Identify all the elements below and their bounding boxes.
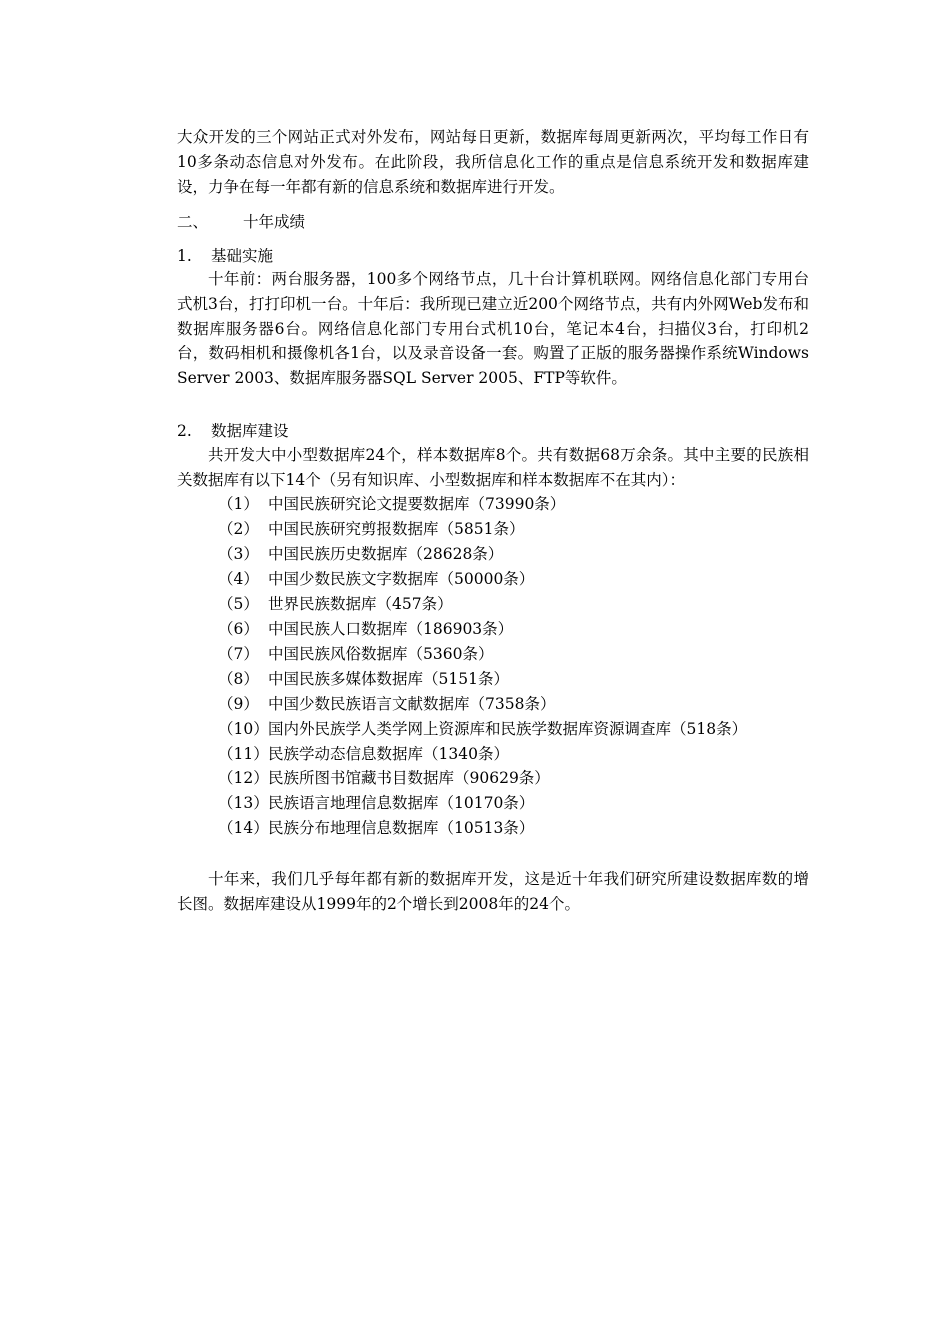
list-item-name: 中国民族多媒体数据库（5151条） [268,670,509,688]
list-item-name: 民族学动态信息数据库（1340条） [268,745,509,763]
list-item [218,617,513,641]
list-item [218,517,524,541]
list-item-name: 中国民族历史数据库（28628条） [268,545,504,563]
infrastructure-paragraph: 十年前：两台服务器，100多个网络节点，几十台计算机联网。网络信息化部门专用台式机3台，打打印机一台。十年后：我所现已建立近200个网络节点，共有内外网Web发布和数据库服务器6台。网络信息化部门专用台式机10台，笔记本4台，扫描仪3台，打印机2台，数码相机和摄像机各1台，以及录音设备一套。购置了正版的服务器操作系统Windows Server 2003、数据库服务器SQL Server 2005、FTP等软件。 [177,270,809,388]
list-item-name: 民族语言地理信息数据库（10170条） [268,794,535,812]
section-title: 十年成绩 [243,213,306,231]
section-heading-ten-year-results [177,210,305,234]
list-item [218,642,493,666]
list-item-name: 中国民族风俗数据库（5360条） [268,645,494,663]
list-item-index: （10） [218,720,269,738]
subsection-heading-infrastructure [177,244,273,268]
list-item-index: （4） [218,570,259,588]
list-item-index: （14） [218,819,269,837]
list-item [218,766,550,790]
list-item-index: （3） [218,545,259,563]
list-item-index: （12） [218,769,269,787]
subsection-title: 数据库建设 [211,422,289,440]
list-item [218,492,565,516]
list-item-index: （2） [218,520,259,538]
list-item [218,692,555,716]
list-item [218,717,747,741]
list-item-index: （9） [218,695,259,713]
intro-paragraph: 大众开发的三个网站正式对外发布，网站每日更新，数据库每周更新两次，平均每工作日有10多条动态信息对外发布。在此阶段，我所信息化工作的重点是信息系统开发和数据库建设，力争在每一年都有新的信息系统和数据库进行开发。 [177,128,809,196]
list-item [218,567,534,591]
list-item [218,667,509,691]
list-item-index: （6） [218,620,259,638]
list-item-name: 中国少数民族文字数据库（50000条） [268,570,535,588]
list-item-name: 民族所图书馆藏书目数据库（90629条） [268,769,550,787]
list-item-index: （8） [218,670,259,688]
list-item-name: 中国民族研究论文提要数据库（73990条） [268,495,566,513]
list-item [218,592,453,616]
database-paragraph: 共开发大中小型数据库24个，样本数据库8个。共有数据68万余条。其中主要的民族相关数据库有以下14个（另有知识库、小型数据库和样本数据库不在其内）： [177,446,809,489]
list-item-name: 中国民族研究剪报数据库（5851条） [268,520,525,538]
list-item [218,742,509,766]
subsection-number: 2. [177,422,192,440]
subsection-title: 基础实施 [211,247,274,265]
list-item-index: （11） [218,745,269,763]
list-item-index: （7） [218,645,259,663]
list-item-name: 国内外民族学人类学网上资源库和民族学数据库资源调查库（518条） [268,720,748,738]
list-item-index: （1） [218,495,259,513]
list-item [218,816,534,840]
subsection-heading-database [177,419,289,443]
closing-paragraph: 十年来，我们几乎每年都有新的数据库开发，这是近十年我们研究所建设数据库数的增长图。数据库建设从1999年的2个增长到2008年的24个。 [177,870,809,913]
list-item-name: 中国少数民族语言文献数据库（7358条） [268,695,556,713]
section-number: 二、 [177,213,209,231]
list-item-index: （5） [218,595,259,613]
list-item-name: 中国民族人口数据库（186903条） [268,620,514,638]
subsection-number: 1. [177,247,192,265]
list-item-name: 民族分布地理信息数据库（10513条） [268,819,535,837]
list-item [218,542,503,566]
list-item-index: （13） [218,794,269,812]
list-item [218,791,534,815]
list-item-name: 世界民族数据库（457条） [268,595,453,613]
